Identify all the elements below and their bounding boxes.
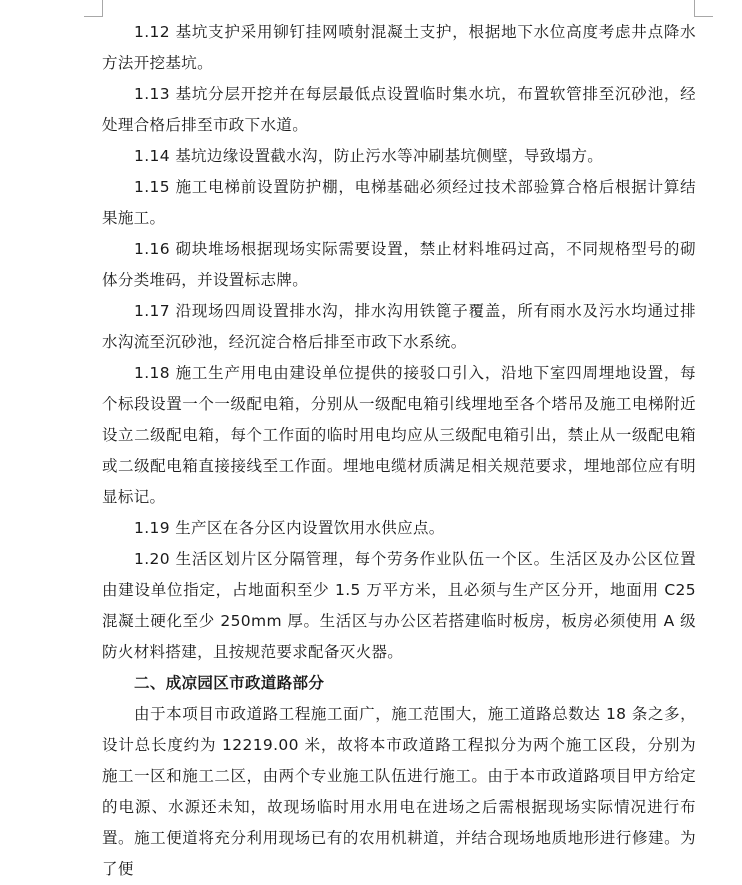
margin-corner-mark-right — [694, 0, 713, 17]
section-body-paragraph: 由于本项目市政道路工程施工面广，施工范围大，施工道路总数达 18 条之多，设计总长度约为 12219.00 米，故将本市政道路工程拟分为两个施工区段，分别为施工一区和施工二区，由两个专业施工队伍进行施工。由于本市政道路项目甲方给定的电源、水源还未知，故现场临时用水用电在进场之后需根据现场实际情况进行布置。施工便道将充分利用现场已有的农用机耕道，并结合现场地质地形进行修建。为了便 — [102, 705, 696, 878]
paragraph-1-19: 1.19 生产区在各分区内设置饮用水供应点。 — [134, 519, 445, 537]
paragraph-1-12: 1.12 基坑支护采用铆钉挂网喷射混凝土支护，根据地下水位高度考虑井点降水方法开挖基坑。 — [102, 23, 696, 72]
section-heading: 二、成凉园区市政道路部分 — [134, 674, 325, 692]
paragraph-1-18: 1.18 施工生产用电由建设单位提供的接驳口引入，沿地下室四周埋地设置，每个标段设置一个一级配电箱，分别从一级配电箱引线埋地至各个塔吊及施工电梯附近设立二级配电箱，每个工作面的临时用电均应从三级配电箱引出，禁止从一级配电箱或二级配电箱直接接线至工作面。埋地电缆材质满足相关规范要求，埋地部位应有明显标记。 — [102, 364, 696, 506]
paragraph-1-14: 1.14 基坑边缘设置截水沟，防止污水等冲刷基坑侧壁，导致塌方。 — [134, 147, 604, 165]
margin-corner-mark-left — [84, 0, 103, 17]
paragraph-1-15: 1.15 施工电梯前设置防护棚，电梯基础必须经过技术部验算合格后根据计算结果施工。 — [102, 178, 696, 227]
paragraph-1-20: 1.20 生活区划片区分隔管理，每个劳务作业队伍一个区。生活区及办公区位置由建设单位指定，占地面积至少 1.5 万平方米，且必须与生产区分开，地面用 C25 混凝土硬化至少 250mm 厚。生活区与办公区若搭建临时板房，板房必须使用 A 级防火材料搭建，且按规范要求配备灭火器。 — [102, 550, 696, 661]
document-body — [102, 17, 696, 885]
paragraph-1-13: 1.13 基坑分层开挖并在每层最低点设置临时集水坑，布置软管排至沉砂池，经处理合格后排至市政下水道。 — [102, 85, 696, 134]
paragraph-1-16: 1.16 砌块堆场根据现场实际需要设置，禁止材料堆码过高，不同规格型号的砌体分类堆码，并设置标志牌。 — [102, 240, 696, 289]
paragraph-1-17: 1.17 沿现场四周设置排水沟，排水沟用铁篦子覆盖，所有雨水及污水均通过排水沟流至沉砂池，经沉淀合格后排至市政下水系统。 — [102, 302, 696, 351]
